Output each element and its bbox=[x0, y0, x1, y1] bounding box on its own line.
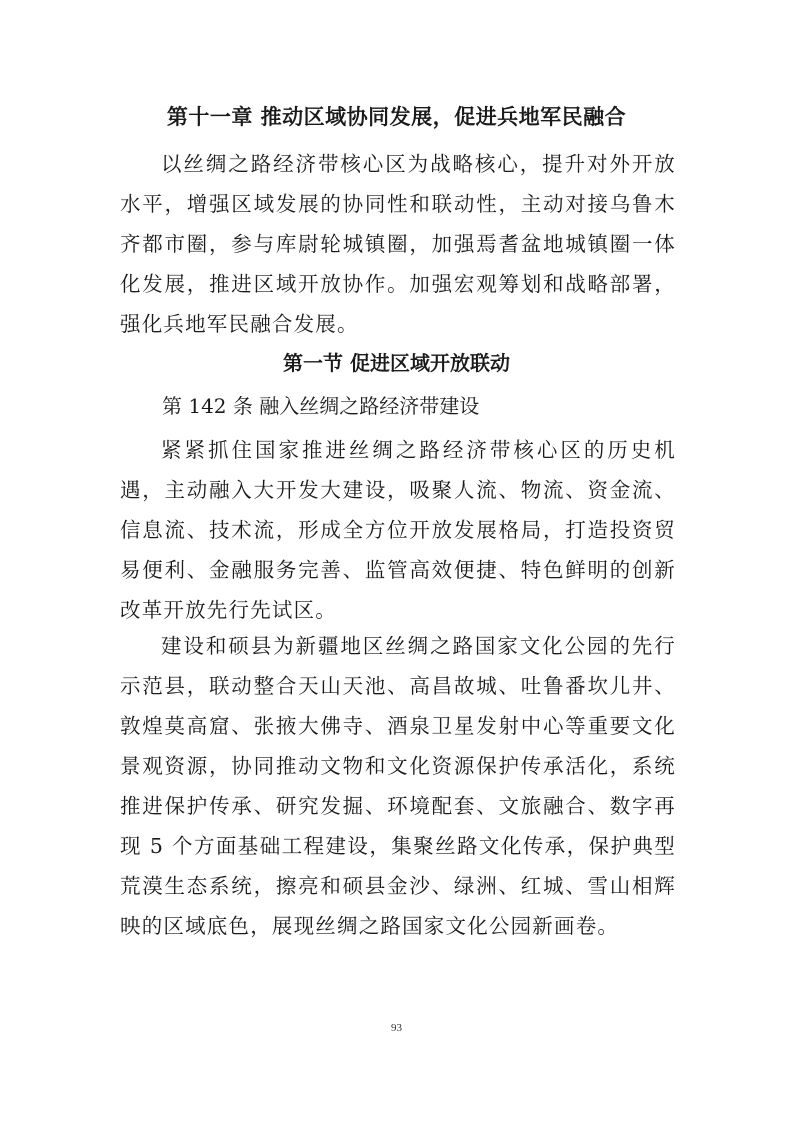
paragraph-3: 建设和硕县为新疆地区丝绸之路国家文化公园的先行示范县，联动整合天山天池、高昌故城、吐鲁番坎儿井、敦煌莫高窟、张掖大佛寺、酒泉卫星发射中心等重要文化景观资源，协同推动文物和文化资源保护传承活化，系统推进保护传承、研究发掘、环境配套、文旅融合、数字再现 5 个方面基础工程建设，集聚丝路文化传承，保护典型荒漠生态系统，擦亮和硕县金沙、绿洲、红城、雪山相辉映的区域底色，展现丝绸之路国家文化公园新画卷。 bbox=[120, 634, 676, 938]
article-title: 第 142 条 融入丝绸之路经济带建设 bbox=[162, 394, 480, 418]
chapter-title: 第十一章 推动区域协同发展，促进兵地军民融合 bbox=[166, 105, 627, 129]
intro-paragraph: 以丝绸之路经济带核心区为战略核心，提升对外开放水平，增强区域发展的协同性和联动性，主动对接乌鲁木齐都市圈，参与库尉轮城镇圈，加强焉耆盆地城镇圈一体化发展，推进区域开放协作。加强宏观筹划和战略部署，强化兵地军民融合发展。 bbox=[120, 152, 676, 336]
page-number: 93 bbox=[391, 1022, 402, 1034]
paragraph-2: 紧紧抓住国家推进丝绸之路经济带核心区的历史机遇，主动融入大开发大建设，吸聚人流、物流、资金流、信息流、技术流，形成全方位开放发展格局，打造投资贸易便利、金融服务完善、监管高效便捷、特色鲜明的创新改革开放先行先试区。 bbox=[120, 438, 676, 622]
section-title: 第一节 促进区域开放联动 bbox=[283, 351, 510, 375]
